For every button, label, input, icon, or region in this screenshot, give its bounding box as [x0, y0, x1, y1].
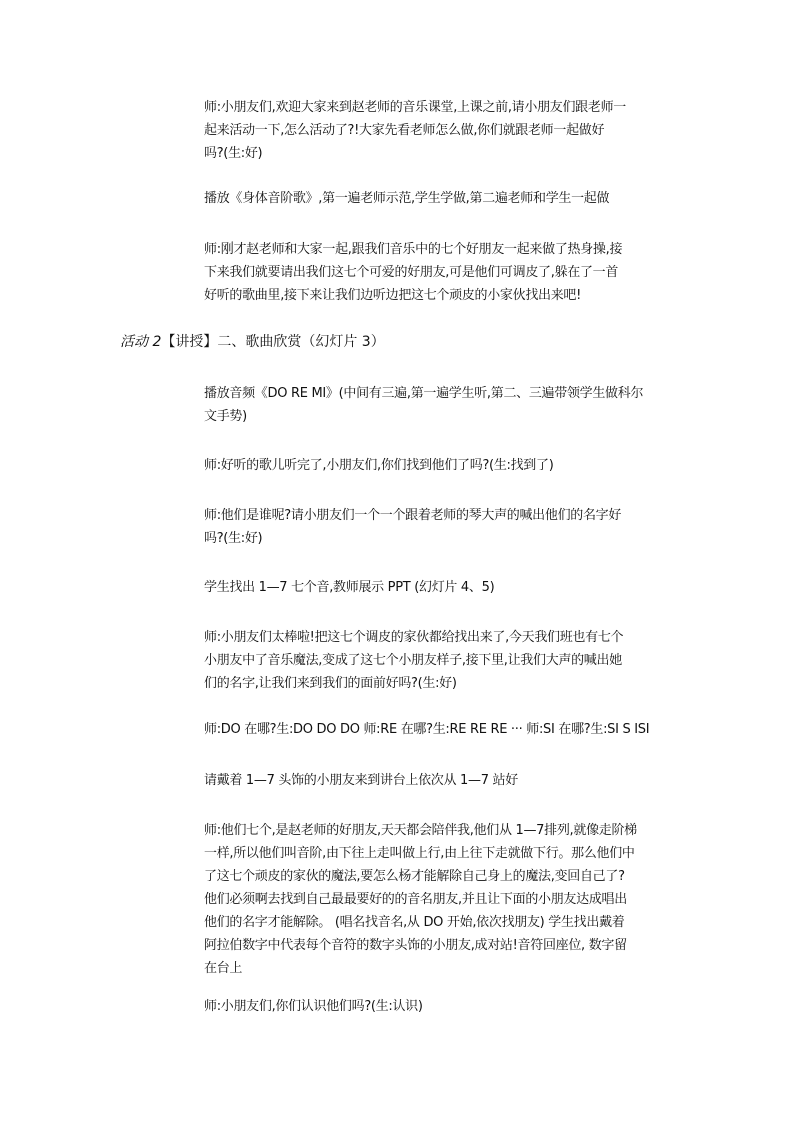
paragraph-warmup — [204, 238, 684, 307]
text-line: 下来我们就要请出我们这七个可爱的好朋友,可是他们可调皮了,躲在了一首 — [204, 265, 619, 280]
text-line: 播放《身体音阶歌》,第一遍老师示范,学生学做,第二遍老师和学生一起做 — [204, 191, 610, 206]
text-line: 请戴着 1—7 头饰的小朋友来到讲台上依次从 1—7 站好 — [204, 773, 518, 788]
heading-title: 【讲授】二、歌曲欣赏（幻灯片 3） — [161, 334, 385, 350]
text-line: 师:好听的歌儿听完了,小朋友们,你们找到他们了吗?(生:找到了) — [204, 458, 554, 473]
text-line: 在台上 — [204, 961, 243, 976]
text-line: 师:小朋友们,欢迎大家来到赵老师的音乐课堂,上课之前,请小朋友们跟老师一 — [204, 100, 626, 115]
paragraph-play-audio — [204, 382, 684, 428]
paragraph-who-are-they — [204, 504, 684, 550]
paragraph-play-song — [204, 187, 684, 210]
paragraph-recognize — [204, 995, 684, 1018]
text-line: 师:他们七个,是赵老师的好朋友,天天都会陪伴我,他们从 1—7排列,就像走阶梯 — [204, 823, 637, 838]
paragraph-stand-in-order — [204, 769, 684, 792]
text-line: 起来活动一下,怎么活动了?!大家先看老师怎么做,你们就跟老师一起做好 — [204, 123, 605, 138]
paragraph-call-notes — [204, 718, 684, 741]
text-line: 师:刚才赵老师和大家一起,跟我们音乐中的七个好朋友一起来做了热身操,接 — [204, 242, 623, 257]
text-line: 他们的名字才能解除。 (唱名找音名,从 DO 开始,依次找朋友) 学生找出戴着 — [204, 915, 625, 930]
text-line: 文手势) — [204, 409, 247, 424]
text-line: 师:小朋友们太棒啦!把这七个调皮的家伙都给找出来了,今天我们班也有七个 — [204, 630, 624, 645]
text-line: 他们必须啊去找到自己最最要好的的音名朋友,并且让下面的小朋友达成唱出 — [204, 892, 627, 907]
text-line: 播放音频《DO RE MI》(中间有三遍,第一遍学生听,第二、三遍带领学生做科尔 — [204, 386, 644, 401]
heading-activity-label: 活动 2 — [120, 334, 162, 350]
paragraph-scale-explanation — [204, 819, 684, 980]
section-heading — [120, 331, 385, 353]
text-line: 师:小朋友们,你们认识他们吗?(生:认识) — [204, 999, 423, 1014]
text-line: 师:DO 在哪?生:DO DO DO 师:RE 在哪?生:RE RE RE ··· 师:SI 在哪?生:SI S ISI — [204, 722, 650, 737]
text-line: 一样,所以他们叫音阶,由下往上走叫做上行,由上往下走就做下行。那么他们中 — [204, 846, 635, 861]
text-line: 学生找出 1—7 七个音,教师展示 PPT (幻灯片 4、5) — [204, 580, 495, 595]
paragraph-found-them — [204, 454, 684, 477]
text-line: 小朋友中了音乐魔法,变成了这七个小朋友样子,接下里,让我们大声的喊出她 — [204, 653, 622, 668]
paragraph-find-notes — [204, 576, 684, 599]
text-line: 了这七个顽皮的家伙的魔法,要怎么杨才能解除自己身上的魔法,变回自己了? — [204, 869, 625, 884]
text-line: 好听的歌曲里,接下来让我们边听边把这七个顽皮的小家伙找出来吧! — [204, 288, 582, 303]
text-line: 师:他们是谁呢?请小朋友们一个一个跟着老师的琴大声的喊出他们的名字好 — [204, 508, 622, 523]
text-line: 阿拉伯数字中代表每个音符的数字头饰的小朋友,成对站!音符回座位, 数字留 — [204, 938, 627, 953]
text-line: 吗?(生:好) — [204, 146, 263, 161]
text-line: 吗?(生:好) — [204, 531, 263, 546]
paragraph-magic — [204, 626, 684, 695]
text-line: 们的名字,让我们来到我们的面前好吗?(生:好) — [204, 676, 457, 691]
paragraph-greeting — [204, 96, 684, 165]
